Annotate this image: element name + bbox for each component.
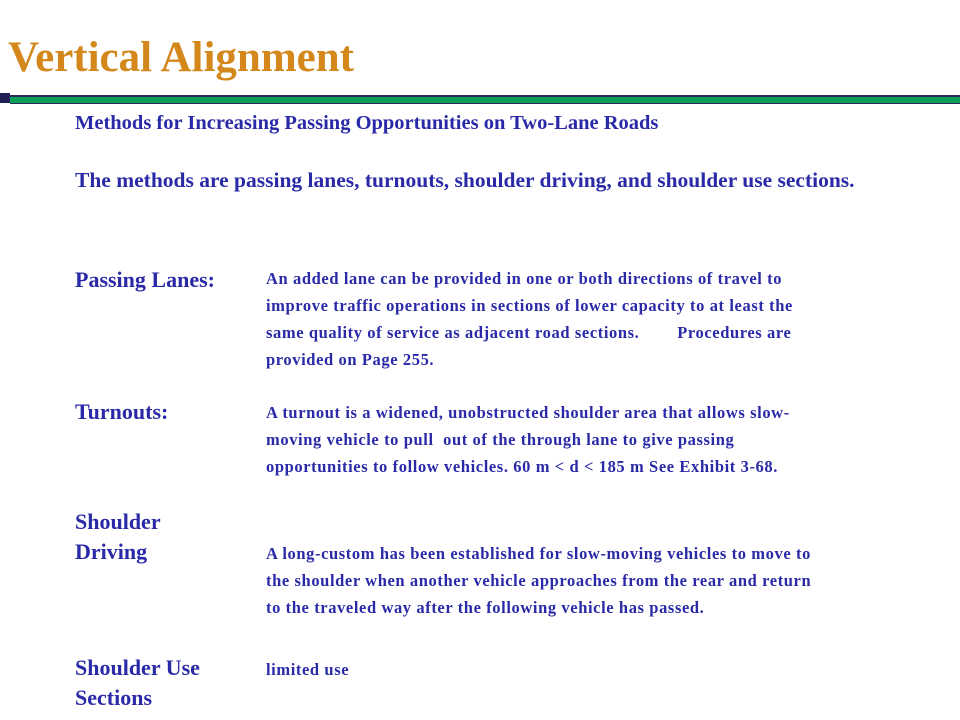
turnouts-description bbox=[266, 399, 946, 480]
passing-lanes-label: Passing Lanes: bbox=[75, 267, 215, 292]
passing-lanes-line: improve traffic operations in sections of lower capacity to at least the bbox=[266, 296, 793, 315]
shoulder-use-label-line: Shoulder Use bbox=[75, 655, 200, 680]
turnouts-line: opportunities to follow vehicles. 60 m < d < 185 m See Exhibit 3-68. bbox=[266, 457, 778, 476]
intro-paragraph: The methods are passing lanes, turnouts, shoulder driving, and shoulder use sections. bbox=[75, 168, 855, 192]
shoulder-use-line: limited use bbox=[266, 660, 350, 679]
slide-title: Vertical Alignment bbox=[8, 34, 354, 81]
shoulder-driving-label-line: Driving bbox=[75, 539, 148, 564]
shoulder-use-description bbox=[266, 656, 946, 683]
turnouts-line: A turnout is a widened, unobstructed shoulder area that allows slow- bbox=[266, 403, 790, 422]
passing-lanes-line: same quality of service as adjacent road sections. Procedures are bbox=[266, 323, 792, 342]
shoulder-driving-line: the shoulder when another vehicle approaches from the rear and return bbox=[266, 571, 812, 590]
shoulder-driving-line: A long-custom has been established for slow-moving vehicles to move to bbox=[266, 544, 811, 563]
passing-lanes-line: An added lane can be provided in one or both directions of travel to bbox=[266, 269, 783, 288]
shoulder-use-label bbox=[75, 653, 200, 713]
shoulder-driving-line: to the traveled way after the following vehicle has passed. bbox=[266, 598, 705, 617]
title-rule bbox=[0, 90, 960, 106]
turnouts-line: moving vehicle to pull out of the through lane to give passing bbox=[266, 430, 735, 449]
rule-bottom-line bbox=[10, 103, 960, 104]
slide-subtitle: Methods for Increasing Passing Opportunities on Two-Lane Roads bbox=[75, 112, 659, 134]
shoulder-use-label-line: Sections bbox=[75, 685, 152, 710]
rule-endcap bbox=[0, 93, 10, 103]
shoulder-driving-label-line: Shoulder bbox=[75, 509, 161, 534]
shoulder-driving-description bbox=[266, 540, 946, 621]
turnouts-label: Turnouts: bbox=[75, 399, 169, 424]
shoulder-driving-label bbox=[75, 507, 161, 567]
passing-lanes-description bbox=[266, 265, 946, 373]
passing-lanes-line: provided on Page 255. bbox=[266, 350, 435, 369]
